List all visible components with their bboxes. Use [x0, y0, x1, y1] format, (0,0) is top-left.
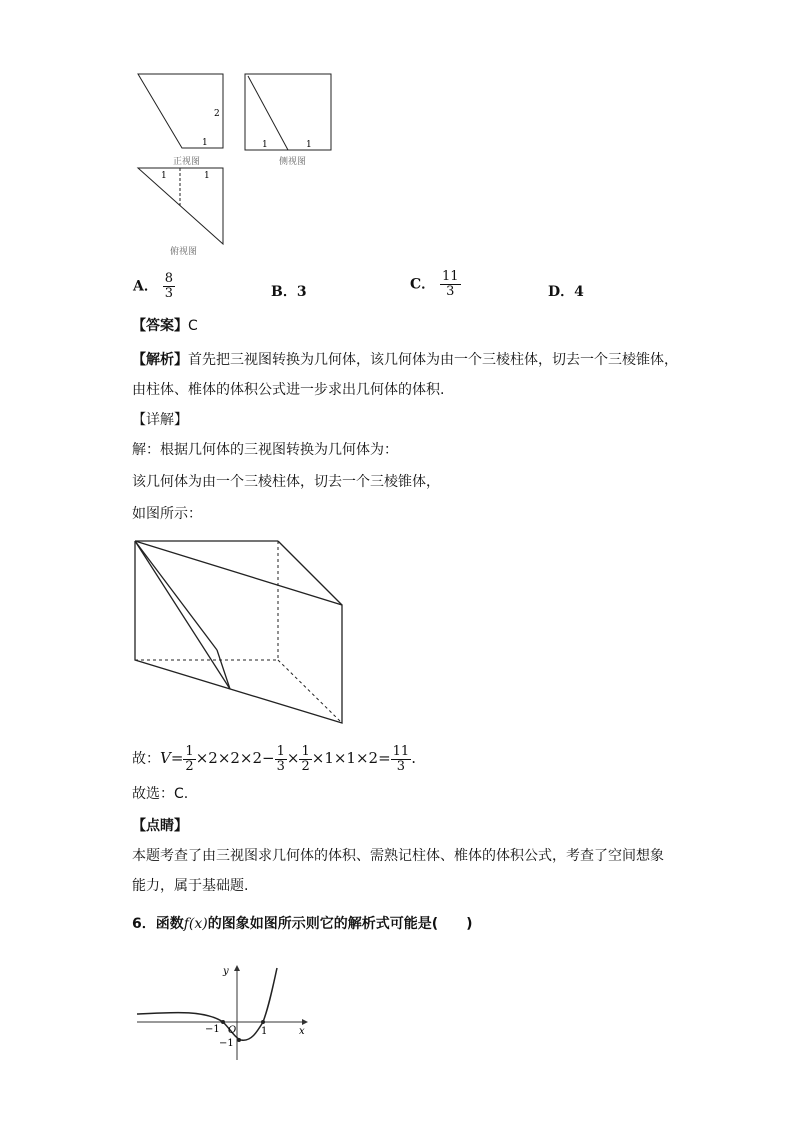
y-label: y [223, 966, 229, 977]
choice-c: C． $\frac{11}{3}$ [410, 269, 459, 299]
side-caption: 侧视图 [279, 157, 307, 167]
detail-line-2: 该几何体为由一个三棱柱体，切去一个三棱锥体， [132, 474, 440, 490]
x-label: x [299, 1026, 305, 1037]
neg1-y-label: −1 [219, 1038, 234, 1049]
top-caption: 俯视图 [170, 247, 198, 256]
neg1-x-label: −1 [205, 1024, 220, 1035]
choice-a-fraction: $\frac{8}{3}$ [164, 271, 174, 301]
choice-d: D．4 [548, 284, 584, 300]
front-view-shape [138, 74, 223, 148]
top-label-1a: 1 [161, 171, 167, 181]
point-neg1 [221, 1020, 225, 1024]
function-graph [135, 960, 320, 1065]
choice-a: A． $\frac{8}{3}$ [133, 271, 174, 301]
detail-line-3: 如图所示： [132, 506, 202, 522]
answer-line: 【答案】C [132, 318, 198, 334]
origin-label: O [228, 1025, 237, 1036]
question-6: 6．函数f(x)的图象如图所示则它的解析式可能是( ) [132, 916, 473, 932]
choice-c-fraction: $\frac{11}{3}$ [442, 269, 459, 299]
detail-line-1: 解：根据几何体的三视图转换为几何体为： [132, 442, 398, 458]
pos1-x-label: 1 [261, 1026, 268, 1037]
top-label-1b: 1 [204, 171, 210, 181]
volume-formula: 故：V= $\frac{1}{2}$ ×2×2×2− $\frac{1}{3}$ × $\frac{1}{2}$ ×1×1×2= $\frac{11}{3}$ . [132, 743, 416, 774]
analysis-line-2: 由柱体、椎体的体积公式进一步求出几何体的体积. [132, 382, 445, 398]
front-caption: 正视图 [173, 157, 201, 167]
detail-tag: 【详解】 [132, 412, 188, 428]
front-label-2: 2 [214, 109, 220, 119]
three-view-figure [130, 66, 350, 256]
comment-line-2: 能力，属于基础题. [132, 878, 249, 894]
side-label-1b: 1 [306, 140, 312, 150]
side-view-shape [245, 74, 331, 150]
side-label-1a: 1 [262, 140, 268, 150]
analysis-line-1: 【解析】首先把三视图转换为几何体，该几何体为由一个三棱柱体，切去一个三棱锥体， [132, 352, 678, 368]
comment-line-1: 本题考查了由三视图求几何体的体积、需熟记柱体、椎体的体积公式，考查了空间想象 [132, 848, 664, 864]
point-pos1 [261, 1020, 265, 1024]
choice-b: B．3 [271, 284, 307, 300]
solid-figure [130, 535, 350, 730]
front-label-1: 1 [202, 138, 208, 148]
comment-tag: 【点睛】 [132, 818, 188, 834]
point-y-neg1 [237, 1038, 241, 1042]
choose-line: 故选：C. [132, 786, 189, 802]
